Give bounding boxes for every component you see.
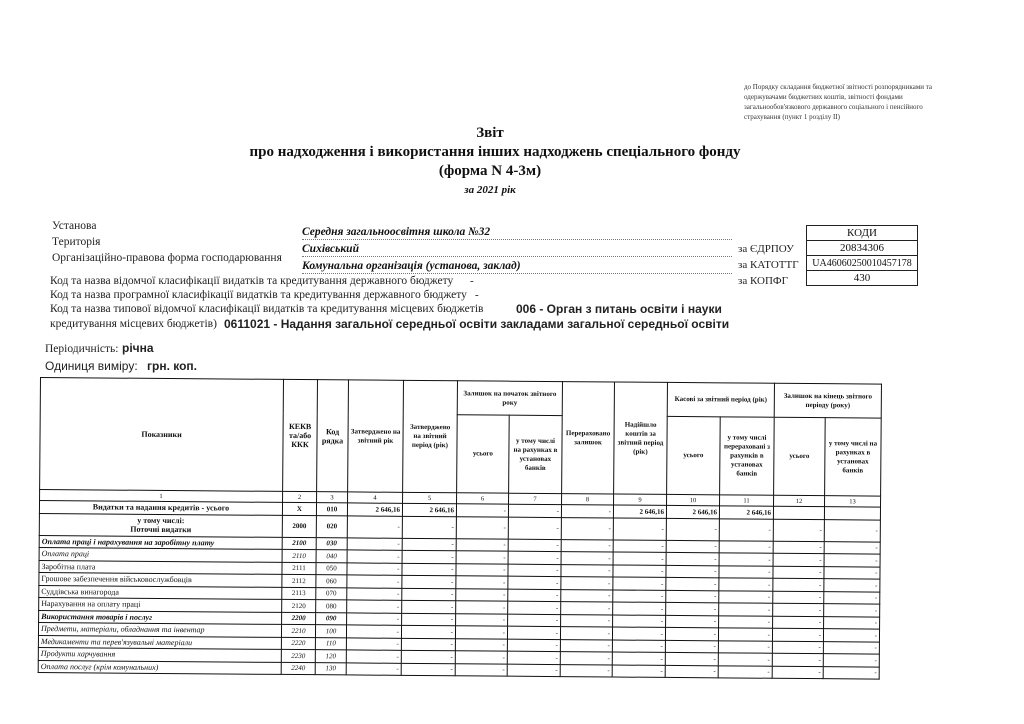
row-kekv: X [282, 502, 316, 515]
row-value-col-13: - [824, 604, 880, 617]
row-kekv: 2110 [282, 549, 316, 562]
row-value-col-11: - [719, 565, 773, 578]
row-value-col-13 [824, 507, 880, 520]
row-kekv: 2240 [281, 662, 315, 675]
row-value-col-5: - [402, 588, 456, 601]
row-value-col-11: - [718, 640, 772, 653]
row-value-col-12: - [772, 653, 823, 666]
row-kekv: 2000 [282, 515, 316, 537]
header-balance-start-total: усього [457, 415, 510, 493]
row-value-col-5: - [402, 516, 456, 538]
row-code: 120 [315, 650, 346, 663]
row-code: 050 [316, 562, 347, 575]
codes-table [806, 225, 918, 286]
prog-class-value: - [475, 289, 479, 301]
row-value-col-11: - [719, 578, 773, 591]
row-kekv: 2210 [281, 624, 315, 637]
row-kekv: 2100 [282, 537, 316, 550]
row-value-col-6: - [455, 638, 507, 651]
row-value-col-13: - [824, 566, 880, 579]
row-value-col-5: - [402, 600, 456, 613]
territory-label: Територія [52, 236, 101, 248]
row-value-col-9: - [613, 577, 666, 590]
row-value-col-9: - [613, 615, 666, 628]
row-value-col-11: - [719, 603, 773, 616]
kopfg-label: за КОПФГ [738, 275, 788, 287]
row-name-text: Видатки та надання кредитів - усього [92, 502, 230, 513]
report-table [38, 377, 882, 680]
row-value-col-9: - [613, 565, 666, 578]
column-number: 11 [720, 495, 774, 506]
row-value-col-11: 2 646,16 [719, 506, 773, 519]
row-name-text: Заробітна плата [41, 561, 96, 572]
row-value-col-8: - [561, 564, 613, 577]
kopfg-code: 430 [807, 271, 918, 286]
row-value-col-8: - [560, 639, 612, 652]
header-received: Надійшло коштів за звітний період (рік) [614, 382, 668, 494]
periodicity-label: Періодичність: [45, 343, 119, 355]
row-value-col-13: - [823, 629, 879, 642]
row-value-col-9: - [613, 540, 666, 553]
row-value-col-8: - [561, 577, 613, 590]
row-value-col-9: - [613, 518, 666, 540]
row-value-col-12: - [773, 566, 824, 579]
row-code: 040 [316, 550, 347, 563]
row-value-col-6: - [455, 626, 507, 639]
row-value-col-11: - [719, 518, 773, 540]
row-value-col-8: - [560, 627, 612, 640]
column-number: 3 [317, 492, 348, 503]
legal-form-value: Комунальна організація (установа, заклад) [302, 260, 732, 274]
row-name-text: у тому числі: [137, 515, 185, 526]
row-value-col-5: - [401, 650, 455, 663]
row-value-col-5: 2 646,16 [402, 503, 456, 516]
header-balance-start: Залишок на початок звітного року [457, 381, 562, 416]
row-value-col-10: - [665, 640, 718, 653]
program-value: 0611021 - Надання загальної середньої освіти закладами загальної середньої освіти [224, 317, 730, 331]
row-value-col-6: - [456, 576, 508, 589]
institution-label: Установа [52, 220, 97, 232]
regulation-note: до Порядку складання бюджетної звітності розпорядниками та одержувачами бюджетних коштів, звітності фондами загальнообов'язкового державного соціального і пенсійного страхування (пункт 1 розділу II) [744, 83, 933, 121]
row-value-col-5: - [401, 625, 455, 638]
legal-form-label: Організаційно-правова форма господарювання [52, 252, 282, 264]
row-name-text: Оплата праці [41, 549, 90, 559]
row-value-col-10: - [666, 577, 719, 590]
row-value-col-6: - [456, 563, 508, 576]
row-value-col-7: - [508, 539, 561, 552]
territory-value: Сихівський [302, 243, 732, 257]
row-value-col-12: - [773, 578, 824, 591]
row-value-col-11: - [718, 653, 772, 666]
row-name-text: Грошове забезпечення військовослужбовців [41, 574, 192, 585]
row-indicator-name [38, 660, 281, 674]
row-value-col-7: - [508, 517, 561, 539]
column-number: 9 [614, 494, 667, 505]
codes-header: КОДИ [807, 226, 918, 241]
column-number: 2 [283, 491, 317, 502]
row-value-col-10: - [666, 540, 719, 553]
row-value-col-9: - [613, 590, 666, 603]
header-indicators: Показники [40, 378, 284, 492]
column-number: 10 [667, 494, 720, 505]
header-approved-year: Затверджено на звітний рік [348, 380, 404, 492]
institution-value: Середня загальноосвітня школа №32 [302, 226, 732, 240]
dept-class-value: - [470, 275, 474, 287]
edrpou-code: 20834306 [807, 241, 918, 256]
row-value-col-10: - [665, 652, 718, 665]
row-value-col-6: - [455, 663, 507, 676]
row-value-col-4: - [347, 537, 402, 550]
row-value-col-4: - [347, 575, 402, 588]
row-code: 060 [316, 575, 347, 588]
header-balance-start-banks: у тому числі на рахунках в установах банків [509, 415, 563, 493]
unit-label: Одиниця виміру: [45, 359, 138, 373]
row-code: 080 [316, 600, 347, 613]
row-value-col-4: - [346, 650, 401, 663]
row-kekv: 2220 [281, 637, 315, 650]
row-value-col-9: - [613, 552, 666, 565]
unit-value: грн. коп. [147, 359, 198, 373]
row-kekv: 2112 [282, 574, 316, 587]
header-approved-period: Затверджено на звітний період (рік) [403, 380, 458, 492]
row-name-text: Продукти харчування [40, 649, 116, 659]
row-value-col-4: - [346, 662, 401, 675]
row-value-col-6: - [456, 504, 508, 517]
row-value-col-7: - [507, 626, 560, 639]
row-value-col-10: - [666, 552, 719, 565]
row-value-col-7: - [507, 639, 560, 652]
row-value-col-5: - [402, 538, 456, 551]
row-value-col-5: - [402, 575, 456, 588]
row-value-col-9: - [613, 602, 666, 615]
row-value-col-12: - [773, 591, 824, 604]
row-name-text: Оплата послуг (крім комунальних) [40, 661, 159, 672]
row-value-col-7: - [508, 614, 561, 627]
row-value-col-5: - [402, 563, 456, 576]
row-name-text: Медикаменти та перев'язувальні матеріали [40, 636, 193, 647]
prog-class-label: Код та назва програмної класифікації видатків та кредитування державного бюджету [50, 289, 467, 301]
row-value-col-6: - [456, 601, 508, 614]
row-value-col-12: - [772, 628, 823, 641]
row-value-col-10: - [666, 590, 719, 603]
row-value-col-9: - [612, 627, 665, 640]
periodicity-value: річна [122, 341, 154, 355]
row-value-col-10: - [666, 615, 719, 628]
row-value-col-12: - [773, 553, 824, 566]
header-balance-end-total: усього [774, 417, 826, 495]
row-value-col-10: - [666, 565, 719, 578]
column-number: 6 [457, 493, 509, 504]
row-value-col-12: - [773, 541, 824, 554]
row-value-col-13: - [823, 666, 879, 679]
row-name-text: Нарахування на оплату праці [41, 599, 141, 610]
dept-class-label: Код та назва відомчої класифікації видатків та кредитування державного бюджету [50, 275, 454, 287]
row-name-text: Оплата праці і нарахування на заробітну плату [41, 536, 215, 548]
row-value-col-7: - [507, 664, 560, 677]
report-period: за 2021 рік [464, 184, 516, 196]
row-value-col-8: - [561, 517, 613, 539]
row-value-col-13: - [824, 554, 880, 567]
row-value-col-8: - [561, 602, 613, 615]
row-value-col-13: - [824, 541, 880, 554]
row-value-col-8: - [561, 552, 613, 565]
row-value-col-7: - [508, 589, 561, 602]
row-name-subtext: Поточні видатки [130, 524, 192, 535]
row-value-col-9: - [612, 640, 665, 653]
katottg-code: UA46060250010457178 [807, 256, 918, 271]
row-value-col-13: - [824, 519, 880, 541]
report-title: Звіт [476, 125, 504, 141]
row-value-col-13: - [824, 579, 880, 592]
row-value-col-5: - [402, 613, 456, 626]
row-value-col-6: - [455, 651, 507, 664]
row-value-col-6: - [456, 516, 508, 538]
row-value-col-7: - [508, 601, 561, 614]
row-code: 110 [315, 637, 346, 650]
column-number: 7 [509, 493, 562, 504]
row-value-col-8: - [560, 664, 612, 677]
header-balance-end: Залишок на кінець звітного періоду (року) [774, 383, 881, 418]
row-code: 130 [315, 662, 346, 675]
row-value-col-4: - [347, 600, 402, 613]
row-code: 030 [316, 537, 347, 550]
row-indicator-name [39, 513, 282, 537]
row-value-col-7: - [507, 651, 560, 664]
row-value-col-4: - [347, 587, 402, 600]
column-number: 4 [348, 492, 403, 503]
row-value-col-12: - [772, 666, 823, 679]
row-code: 010 [316, 503, 347, 516]
header-cash-banks: у тому числі перераховані з рахунків в установах банків [720, 417, 775, 495]
row-value-col-10: - [666, 602, 719, 615]
row-value-col-8: - [561, 589, 613, 602]
typical-class-value: 006 - Орган з питань освіти і науки [516, 302, 722, 316]
row-name-text: Предмети, матеріали, обладнання та інвентар [40, 624, 205, 635]
row-value-col-9: 2 646,16 [613, 505, 666, 518]
row-value-col-13: - [824, 591, 880, 604]
row-name-text: Використання товарів і послуг [41, 611, 153, 622]
row-value-col-4: 2 646,16 [347, 503, 402, 516]
column-number: 1 [40, 490, 283, 503]
row-value-col-5: - [402, 550, 456, 563]
row-value-col-8: - [561, 539, 613, 552]
row-value-col-8: - [560, 652, 612, 665]
row-kekv: 2120 [282, 599, 316, 612]
row-value-col-11: - [718, 665, 772, 678]
row-value-col-7: - [508, 576, 561, 589]
header-row-code: Код рядка [317, 380, 349, 492]
row-value-col-12: - [773, 519, 824, 541]
row-value-col-9: - [612, 652, 665, 665]
typical-class-label: Код та назва типової відомчої класифікації видатків та кредитування місцевих бюджетів [50, 303, 484, 315]
row-value-col-7: - [508, 564, 561, 577]
row-value-col-8: - [561, 614, 613, 627]
form-number: (форма N 4-3м) [438, 163, 542, 179]
katottg-label: за КАТОТТГ [738, 259, 799, 271]
header-cash: Касові за звітний період (рік) [667, 382, 774, 417]
column-number: 12 [774, 495, 825, 506]
row-value-col-12: - [773, 616, 824, 629]
row-value-col-12 [773, 506, 824, 519]
row-code: 070 [316, 587, 347, 600]
row-value-col-11: - [719, 540, 773, 553]
row-kekv: 2230 [281, 649, 315, 662]
row-value-col-12: - [772, 641, 823, 654]
row-value-col-12: - [773, 603, 824, 616]
column-number: 13 [825, 496, 881, 507]
local-budget-label: кредитування місцевих бюджетів) [50, 318, 217, 330]
row-name-text: Суддівська винагорода [41, 586, 119, 597]
row-code: 090 [316, 612, 347, 625]
row-value-col-5: - [401, 638, 455, 651]
row-value-col-6: - [456, 588, 508, 601]
row-value-col-10: - [665, 627, 718, 640]
row-value-col-11: - [719, 553, 773, 566]
row-value-col-6: - [456, 551, 508, 564]
row-value-col-4: - [347, 515, 402, 537]
row-value-col-4: - [347, 562, 402, 575]
row-value-col-5: - [401, 663, 455, 676]
row-value-col-11: - [719, 590, 773, 603]
row-value-col-6: - [456, 538, 508, 551]
row-value-col-8: - [561, 505, 613, 518]
row-value-col-4: - [347, 612, 402, 625]
header-transferred: Перераховано залишок [562, 382, 615, 494]
report-subtitle: про надходження і використання інших надходжень спеціального фонду [249, 144, 741, 160]
row-code: 100 [315, 625, 346, 638]
header-kekv: КЕКВ та/або ККК [283, 379, 318, 491]
row-value-col-7: - [508, 551, 561, 564]
header-cash-total: усього [667, 416, 721, 494]
row-value-col-13: - [823, 641, 879, 654]
row-value-col-11: - [719, 615, 773, 628]
row-value-col-9: - [612, 665, 665, 678]
row-value-col-10: 2 646,16 [666, 505, 719, 518]
column-number: 5 [403, 492, 457, 503]
row-value-col-13: - [824, 616, 880, 629]
header-balance-end-banks: у тому числі на рахунках в установах банків [825, 418, 882, 496]
row-value-col-6: - [456, 613, 508, 626]
row-kekv: 2113 [282, 587, 316, 600]
row-value-col-7: - [508, 504, 561, 517]
row-value-col-10: - [666, 518, 719, 540]
row-value-col-4: - [346, 625, 401, 638]
row-code: 020 [316, 515, 347, 537]
row-kekv: 2111 [282, 562, 316, 575]
row-value-col-13: - [823, 654, 879, 667]
row-kekv: 2200 [282, 612, 316, 625]
edrpou-label: за ЄДРПОУ [738, 243, 794, 255]
column-number: 8 [562, 494, 614, 505]
row-value-col-4: - [346, 637, 401, 650]
row-value-col-10: - [665, 665, 718, 678]
row-value-col-4: - [347, 550, 402, 563]
row-value-col-11: - [718, 628, 772, 641]
